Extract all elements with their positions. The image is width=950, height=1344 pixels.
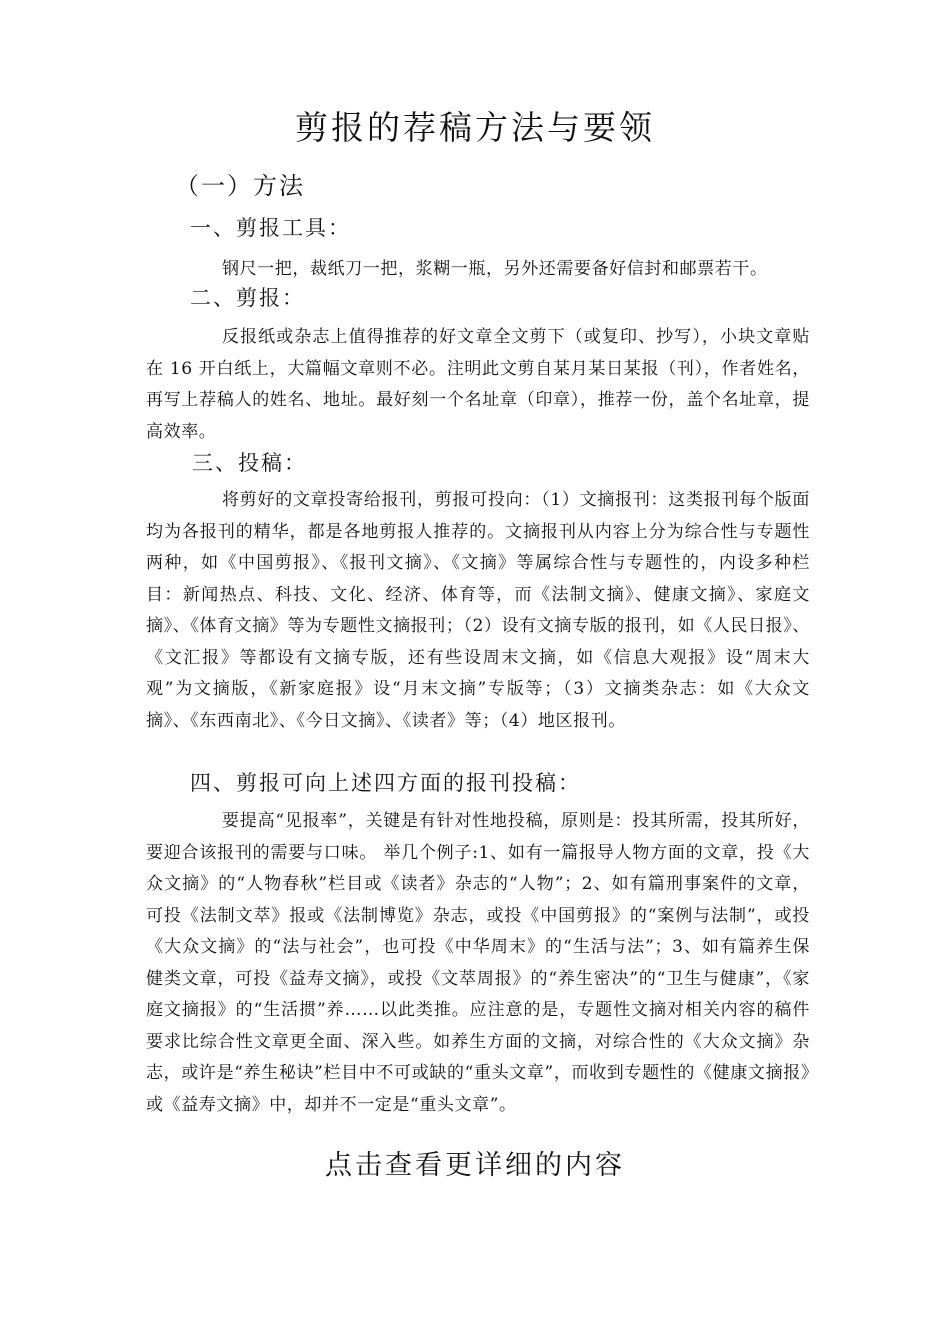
heading-submission: 三、投稿： (192, 451, 307, 475)
more-details-link[interactable]: 点击查看更详细的内容 (325, 1150, 625, 1181)
section-heading-methods: （一）方法 (175, 172, 305, 200)
heading-clipping: 二、剪报： (190, 286, 305, 310)
heading-targeting: 四、剪报可向上述四方面的报刊投稿： (190, 771, 581, 795)
paragraph-tools: 钢尺一把，裁纸刀一把，浆糊一瓶，另外还需要备好信封和邮票若干。 (222, 259, 768, 279)
paragraph-targeting: 要提高“见报率”，关键是有针对性地投稿，原则是：投其所需，投其所好，要迎合该报刊的需要与口味。 举几个例子:1、如有一篇报导人物方面的文章，投《大众文摘》的“人物春秋”栏目或《读者》杂志的“人物”；2、如有篇刑事案件的文章，可投《法制文萃》报或《法制博览》杂志，或投《中国剪报》的“案例与法制”，或投《大众文摘》的“法与社会”，也可投《中华周末》的“生活与法”；3、如有篇养生保健类文章，可投《益寿文摘》，或投《文萃周报》的“养生密决”的“卫生与健康”，《家庭文摘报》的“生活掼”养……以此类推。应注意的是，专题性文摘对相关内容的稿件要求比综合性文章更全面、深入些。如养生方面的文摘，对综合性的《大众文摘》杂志，或许是“养生秘诀”栏目中不可或缺的“重头文章”，而收到专题性的《健康文摘报》或《益寿文摘》中，却并不一定是“重头文章”。 (146, 811, 810, 1115)
paragraph-clipping: 反报纸或杂志上值得推荐的好文章全文剪下（或复印、抄写），小块文章贴在 16 开白纸上，大篇幅文章则不必。注明此文剪自某月某日某报（刊），作者姓名，再写上荐稿人的姓名、地址。最好刻一个名址章（印章），推荐一份，盖个名址章，提高效率。 (146, 327, 810, 442)
heading-tools: 一、剪报工具： (190, 216, 351, 240)
paragraph-submission: 将剪好的文章投寄给报刊，剪报可投向：（1）文摘报刊：这类报刊每个版面均为各报刊的精华，都是各地剪报人推荐的。文摘报刊从内容上分为综合性与专题性两种，如《中国剪报》、《报刊文摘》、《文摘》等属综合性与专题性的，内设多种栏目：新闻热点、科技、文化、经济、体育等，而《法制文摘》、健康文摘》、家庭文摘》、《体育文摘》等为专题性文摘报刊；（2）设有文摘专版的报刊，如《人民日报》、《文汇报》等都设有文摘专版，还有些设周末文摘，如《信息大观报》设“周末大观”为文摘版，《新家庭报》设“月末文摘”专版等；（3）文摘类杂志：如《大众文摘》、《东西南北》、《今日文摘》、《读者》等；（4）地区报刊。 (146, 490, 810, 731)
document-title: 剪报的荐稿方法与要领 (295, 108, 655, 147)
